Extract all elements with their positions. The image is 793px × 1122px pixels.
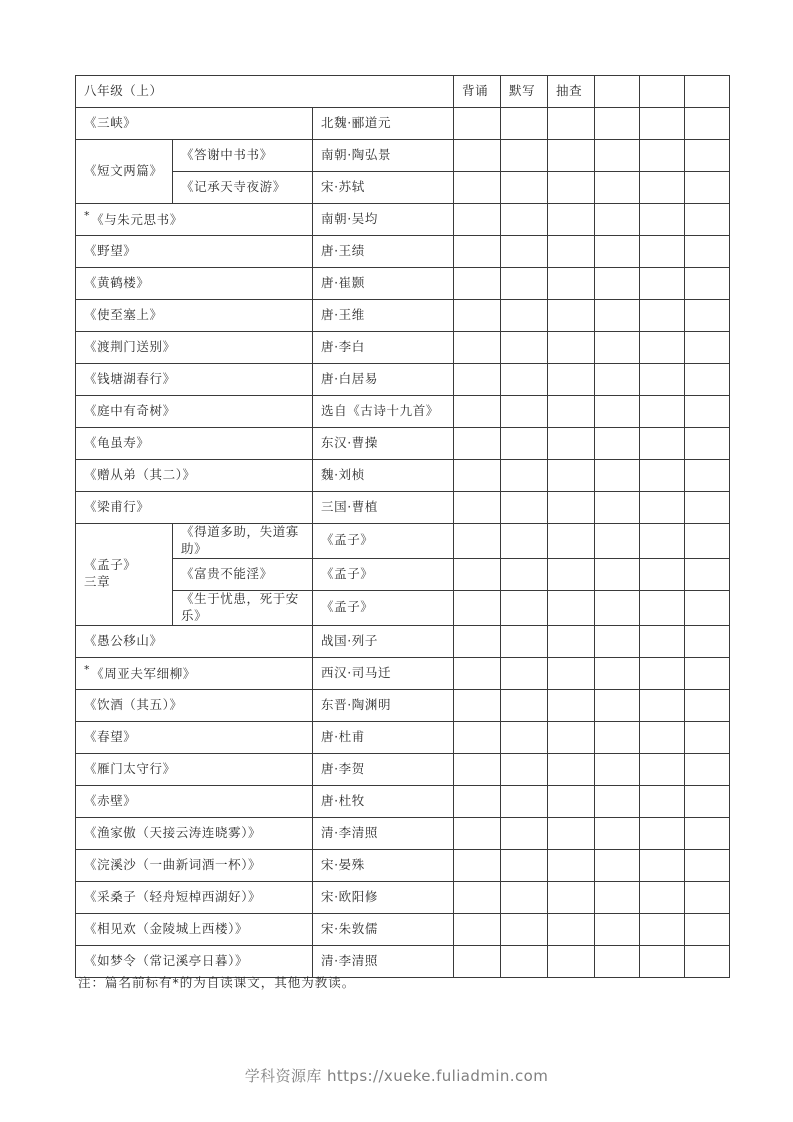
cell-blank-1[interactable] [595,204,640,236]
cell-recite[interactable] [454,492,501,524]
cell-blank-3[interactable] [685,625,730,657]
row-title: 《使至塞上》 [76,300,313,332]
row-author: 宋·朱敦儒 [313,913,454,945]
cell-recite[interactable] [454,721,501,753]
table-row [76,460,730,492]
cell-blank-1[interactable] [595,817,640,849]
cell-blank-3[interactable] [685,590,730,625]
row-subtitle: 《记承天寺夜游》 [173,172,313,204]
cell-dictation[interactable] [501,590,548,625]
table-row [76,913,730,945]
cell-blank-3[interactable] [685,364,730,396]
cell-blank-3[interactable] [685,945,730,977]
cell-recite[interactable] [454,524,501,559]
cell-spotcheck[interactable] [548,268,595,300]
cell-blank-1[interactable] [595,785,640,817]
row-subtitle: 《富贵不能淫》 [173,558,313,590]
cell-blank-1[interactable] [595,108,640,140]
cell-dictation[interactable] [501,689,548,721]
cell-dictation[interactable] [501,428,548,460]
row-title: 《赤壁》 [76,785,313,817]
cell-recite[interactable] [454,590,501,625]
row-title: 《龟虽寿》 [76,428,313,460]
cell-recite[interactable] [454,753,501,785]
cell-spotcheck[interactable] [548,849,595,881]
grade-title: 八年级（上） [76,76,454,108]
cell-blank-2[interactable] [640,945,685,977]
row-author: 东汉·曹操 [313,428,454,460]
cell-blank-2[interactable] [640,460,685,492]
column-header-blank-3 [685,76,730,108]
cell-blank-2[interactable] [640,236,685,268]
row-title-text: 《与朱元思书》 [91,212,183,228]
table-row [76,785,730,817]
cell-recite[interactable] [454,108,501,140]
table-row [76,140,730,172]
table-row [76,332,730,364]
self-study-marker: * [84,209,91,223]
cell-recite[interactable] [454,396,501,428]
row-author: 唐·李贺 [313,753,454,785]
cell-blank-2[interactable] [640,558,685,590]
reading-list-table-container [75,75,725,978]
row-author: 《孟子》 [313,590,454,625]
row-title: 《雁门太守行》 [76,753,313,785]
cell-dictation[interactable] [501,268,548,300]
cell-blank-1[interactable] [595,945,640,977]
cell-spotcheck[interactable] [548,364,595,396]
cell-recite[interactable] [454,236,501,268]
cell-blank-2[interactable] [640,396,685,428]
cell-spotcheck[interactable] [548,460,595,492]
row-author: 南朝·陶弘景 [313,140,454,172]
cell-blank-3[interactable] [685,172,730,204]
cell-dictation[interactable] [501,140,548,172]
cell-recite[interactable] [454,817,501,849]
cell-spotcheck[interactable] [548,721,595,753]
row-author: 宋·欧阳修 [313,881,454,913]
row-author: 唐·杜甫 [313,721,454,753]
row-author: 宋·苏轼 [313,172,454,204]
row-title: 《渔家傲（天接云涛连晓雾）》 [76,817,313,849]
row-author: 唐·王绩 [313,236,454,268]
cell-blank-3[interactable] [685,492,730,524]
cell-dictation[interactable] [501,172,548,204]
row-author: 唐·王维 [313,300,454,332]
row-title: 《采桑子（轻舟短棹西湖好）》 [76,881,313,913]
cell-spotcheck[interactable] [548,590,595,625]
cell-spotcheck[interactable] [548,785,595,817]
cell-blank-2[interactable] [640,364,685,396]
row-author: 宋·晏殊 [313,849,454,881]
cell-blank-1[interactable] [595,590,640,625]
table-row [76,524,730,559]
cell-spotcheck[interactable] [548,945,595,977]
table-row [76,300,730,332]
cell-spotcheck[interactable] [548,236,595,268]
row-author: 南朝·吴均 [313,204,454,236]
cell-dictation[interactable] [501,300,548,332]
cell-blank-3[interactable] [685,689,730,721]
table-row [76,721,730,753]
cell-recite[interactable] [454,140,501,172]
cell-spotcheck[interactable] [548,524,595,559]
cell-blank-2[interactable] [640,785,685,817]
cell-blank-2[interactable] [640,657,685,689]
cell-blank-3[interactable] [685,753,730,785]
row-title [76,657,313,689]
table-row [76,625,730,657]
cell-dictation[interactable] [501,945,548,977]
cell-blank-3[interactable] [685,332,730,364]
cell-blank-2[interactable] [640,140,685,172]
cell-blank-1[interactable] [595,268,640,300]
cell-blank-3[interactable] [685,817,730,849]
cell-recite[interactable] [454,204,501,236]
cell-blank-1[interactable] [595,460,640,492]
cell-spotcheck[interactable] [548,300,595,332]
cell-blank-2[interactable] [640,204,685,236]
group-title-mengzi [76,524,173,626]
cell-blank-1[interactable] [595,849,640,881]
table-row [76,590,730,625]
cell-blank-3[interactable] [685,108,730,140]
cell-dictation[interactable] [501,913,548,945]
table-row [76,364,730,396]
column-header-spotcheck: 抽查 [548,76,595,108]
table-row [76,492,730,524]
cell-dictation[interactable] [501,785,548,817]
cell-blank-1[interactable] [595,236,640,268]
row-author: 战国·列子 [313,625,454,657]
cell-recite[interactable] [454,268,501,300]
table-row [76,689,730,721]
cell-dictation[interactable] [501,332,548,364]
cell-blank-3[interactable] [685,428,730,460]
row-title-text: 《周亚夫军细柳》 [91,666,196,682]
cell-recite[interactable] [454,460,501,492]
cell-blank-3[interactable] [685,204,730,236]
cell-blank-1[interactable] [595,332,640,364]
cell-blank-3[interactable] [685,300,730,332]
cell-spotcheck[interactable] [548,913,595,945]
cell-blank-1[interactable] [595,625,640,657]
row-author: 西汉·司马迁 [313,657,454,689]
cell-blank-1[interactable] [595,881,640,913]
table-footnote: 注：篇名前标有*的为自读课文，其他为教读。 [78,975,356,990]
cell-blank-3[interactable] [685,881,730,913]
table-row [76,657,730,689]
row-subtitle: 《答谢中书书》 [173,140,313,172]
cell-blank-3[interactable] [685,140,730,172]
row-title [76,204,313,236]
cell-dictation[interactable] [501,558,548,590]
cell-dictation[interactable] [501,817,548,849]
cell-blank-1[interactable] [595,140,640,172]
table-row [76,204,730,236]
cell-spotcheck[interactable] [548,172,595,204]
cell-blank-2[interactable] [640,428,685,460]
table-row [76,108,730,140]
row-title: 《浣溪沙（一曲新词酒一杯）》 [76,849,313,881]
row-author: 《孟子》 [313,558,454,590]
row-title: 《春望》 [76,721,313,753]
watermark-text: 学科资源库 https://xueke.fuliadmin.com [244,1067,549,1085]
cell-dictation[interactable] [501,625,548,657]
table-row [76,428,730,460]
cell-blank-2[interactable] [640,590,685,625]
table-row [76,172,730,204]
cell-blank-1[interactable] [595,428,640,460]
row-title: 《愚公移山》 [76,625,313,657]
row-title: 《赠从弟（其二）》 [76,460,313,492]
cell-recite[interactable] [454,657,501,689]
cell-blank-3[interactable] [685,268,730,300]
row-title: 《野望》 [76,236,313,268]
cell-dictation[interactable] [501,364,548,396]
cell-blank-2[interactable] [640,332,685,364]
cell-recite[interactable] [454,849,501,881]
column-header-recite: 背诵 [454,76,501,108]
row-author: 唐·李白 [313,332,454,364]
cell-blank-2[interactable] [640,849,685,881]
table-row [76,236,730,268]
cell-blank-3[interactable] [685,849,730,881]
cell-dictation[interactable] [501,204,548,236]
cell-spotcheck[interactable] [548,492,595,524]
cell-blank-2[interactable] [640,625,685,657]
row-author: 唐·白居易 [313,364,454,396]
cell-blank-1[interactable] [595,364,640,396]
cell-blank-3[interactable] [685,657,730,689]
cell-blank-2[interactable] [640,721,685,753]
table-row [76,396,730,428]
cell-blank-2[interactable] [640,881,685,913]
cell-blank-3[interactable] [685,721,730,753]
cell-blank-3[interactable] [685,524,730,559]
self-study-marker: * [84,662,91,676]
row-title: 《相见欢（金陵城上西楼）》 [76,913,313,945]
cell-blank-1[interactable] [595,524,640,559]
cell-recite[interactable] [454,625,501,657]
cell-spotcheck[interactable] [548,625,595,657]
cell-spotcheck[interactable] [548,558,595,590]
cell-spotcheck[interactable] [548,817,595,849]
cell-blank-1[interactable] [595,721,640,753]
cell-dictation[interactable] [501,849,548,881]
table-row [76,558,730,590]
row-author: 选自《古诗十九首》 [313,396,454,428]
row-author: 《孟子》 [313,524,454,559]
cell-spotcheck[interactable] [548,657,595,689]
cell-recite[interactable] [454,364,501,396]
cell-spotcheck[interactable] [548,881,595,913]
group-title-duanwen: 《短文两篇》 [76,140,173,204]
cell-spotcheck[interactable] [548,108,595,140]
cell-blank-1[interactable] [595,657,640,689]
cell-spotcheck[interactable] [548,396,595,428]
cell-blank-1[interactable] [595,689,640,721]
cell-recite[interactable] [454,172,501,204]
cell-blank-1[interactable] [595,300,640,332]
cell-spotcheck[interactable] [548,753,595,785]
column-header-dictation: 默写 [501,76,548,108]
cell-dictation[interactable] [501,492,548,524]
row-title: 《庭中有奇树》 [76,396,313,428]
row-author: 唐·杜牧 [313,785,454,817]
cell-blank-1[interactable] [595,558,640,590]
cell-blank-2[interactable] [640,753,685,785]
column-header-blank-2 [640,76,685,108]
row-title: 《黄鹤楼》 [76,268,313,300]
row-title: 《渡荆门送别》 [76,332,313,364]
cell-recite[interactable] [454,785,501,817]
cell-blank-3[interactable] [685,913,730,945]
row-author: 魏·刘桢 [313,460,454,492]
row-title: 《梁甫行》 [76,492,313,524]
cell-recite[interactable] [454,689,501,721]
row-subtitle: 《生于忧患，死于安乐》 [173,590,313,625]
cell-recite[interactable] [454,913,501,945]
cell-blank-2[interactable] [640,108,685,140]
cell-recite[interactable] [454,558,501,590]
row-title: 《如梦令（常记溪亭日暮）》 [76,945,313,977]
row-author: 清·李清照 [313,945,454,977]
cell-dictation[interactable] [501,108,548,140]
column-header-blank-1 [595,76,640,108]
cell-blank-2[interactable] [640,524,685,559]
cell-blank-2[interactable] [640,817,685,849]
row-subtitle: 《得道多助，失道寡助》 [173,524,313,559]
cell-dictation[interactable] [501,657,548,689]
cell-blank-3[interactable] [685,558,730,590]
row-author: 北魏·郦道元 [313,108,454,140]
cell-dictation[interactable] [501,460,548,492]
cell-blank-2[interactable] [640,689,685,721]
row-author: 唐·崔颢 [313,268,454,300]
table-row [76,849,730,881]
cell-spotcheck[interactable] [548,689,595,721]
cell-blank-1[interactable] [595,913,640,945]
reading-list-table [75,75,730,978]
cell-recite[interactable] [454,428,501,460]
cell-blank-2[interactable] [640,172,685,204]
cell-blank-2[interactable] [640,300,685,332]
cell-dictation[interactable] [501,881,548,913]
cell-dictation[interactable] [501,396,548,428]
row-title: 《三峡》 [76,108,313,140]
cell-blank-2[interactable] [640,268,685,300]
cell-recite[interactable] [454,300,501,332]
table-row [76,881,730,913]
cell-recite[interactable] [454,881,501,913]
table-row [76,817,730,849]
row-title: 《饮酒（其五）》 [76,689,313,721]
cell-blank-3[interactable] [685,460,730,492]
cell-recite[interactable] [454,332,501,364]
cell-dictation[interactable] [501,721,548,753]
cell-blank-2[interactable] [640,492,685,524]
cell-dictation[interactable] [501,236,548,268]
cell-blank-2[interactable] [640,913,685,945]
table-row [76,753,730,785]
cell-blank-3[interactable] [685,396,730,428]
cell-blank-1[interactable] [595,172,640,204]
table-header-row [76,76,730,108]
group-title-mengzi-line1: 《孟子》 [84,557,137,573]
table-row [76,268,730,300]
row-title: 《钱塘湖春行》 [76,364,313,396]
cell-recite[interactable] [454,945,501,977]
cell-spotcheck[interactable] [548,140,595,172]
cell-blank-1[interactable] [595,753,640,785]
cell-spotcheck[interactable] [548,204,595,236]
row-author: 清·李清照 [313,817,454,849]
cell-dictation[interactable] [501,753,548,785]
cell-spotcheck[interactable] [548,332,595,364]
cell-dictation[interactable] [501,524,548,559]
row-author: 三国·曹植 [313,492,454,524]
cell-spotcheck[interactable] [548,428,595,460]
cell-blank-1[interactable] [595,492,640,524]
row-author: 东晋·陶渊明 [313,689,454,721]
cell-blank-3[interactable] [685,785,730,817]
cell-blank-1[interactable] [595,396,640,428]
group-title-mengzi-line2: 三章 [84,574,111,590]
cell-blank-3[interactable] [685,236,730,268]
